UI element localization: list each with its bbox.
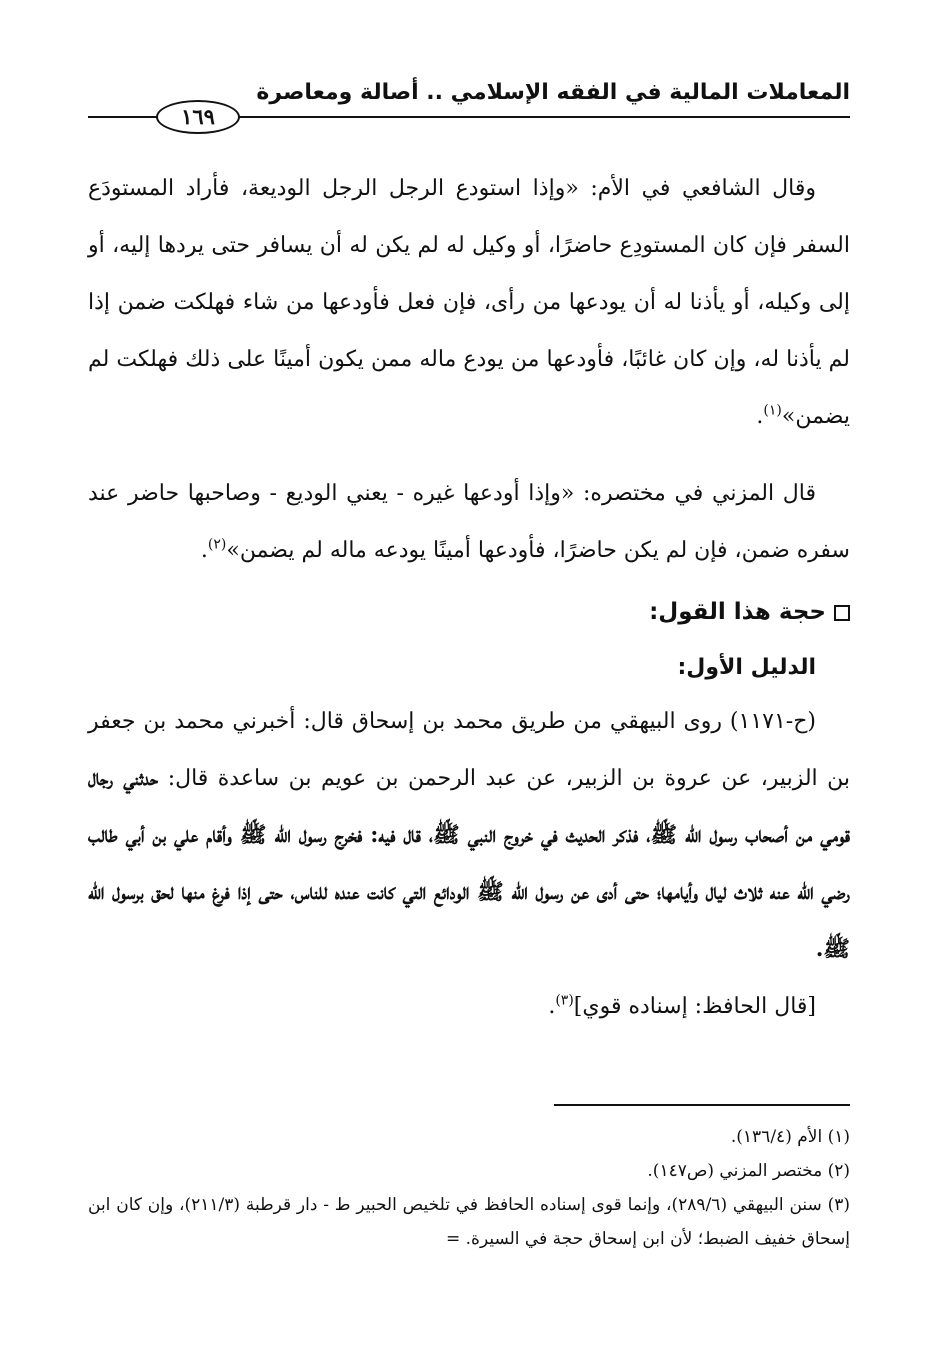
footnote-ref-2: (٢) bbox=[207, 536, 227, 553]
footnote-ref-3: (٣) bbox=[555, 992, 574, 1009]
hadith-grading-text: [قال الحافظ: إسناده قوي] bbox=[573, 994, 816, 1019]
muzani-quote-text: قال المزني في مختصره: «وإذا أودعها غيره - يعني الوديع - وصاحبها حاضر عند سفره ضمن، فإن لم يكن حاضرًا، فأودعها أمينًا يودعه ماله لم يضمن» bbox=[88, 481, 850, 563]
square-bullet-icon bbox=[834, 605, 850, 621]
footnote-2: (٢) مختصر المزني (ص١٤٧). bbox=[647, 1161, 850, 1181]
hadith-chain: (ح-١١٧١) روى البيهقي من طريق محمد بن إسحاق قال: أخبرني محمد بن جعفر بن الزبير، عن عروة بن الزبير، عن عبد الرحمن بن عويم بن ساعدة قال: bbox=[88, 709, 850, 791]
footnote-1: (١) الأم (١٣٦/٤). bbox=[730, 1127, 850, 1147]
footnotes bbox=[88, 1120, 850, 1256]
section-heading-text: حجة هذا القول: bbox=[649, 599, 826, 625]
running-header bbox=[88, 78, 850, 138]
hadith-text: حدثني رجال قومي من أصحاب رسول الله ﷺ، فذكر الحديث في خروج النبي ﷺ، قال فيه: فخرج رسول الله ﷺ وأقام علي بن أبي طالب رضي الله عنه ثلاث ليال وأيامها؛ حتى أدى عن رسول الله ﷺ الودائع التي كانت عنده للناس، حتى إذا فرغ منها لحق برسول الله ﷺ. bbox=[88, 765, 850, 962]
book-title: المعاملات المالية في الفقه الإسلامي .. أصالة ومعاصرة bbox=[256, 80, 850, 105]
muzani-quote-paragraph: قال المزني في مختصره: «وإذا أودعها غيره - يعني الوديع - وصاحبها حاضر عند سفره ضمن، فإن لم يكن حاضرًا، فأودعها أمينًا يودعه ماله لم يضمن»$^{(٢)}$. bbox=[88, 481, 850, 563]
page-number: ١٦٩ bbox=[156, 100, 240, 134]
shafii-quote-paragraph: وقال الشافعي في الأم: «وإذا استودع الرجل الرجل الوديعة، فأراد المستودَع السفر فإن كان المستودِع حاضرًا، أو وكيل له لم يكن له أن يسافر حتى يردها إليه، أو إلى وكيله، أو يأذنا له أن يودعها من رأى، فإن فعل فأودعها من شاء فهلكت ضمن إذا لم يأذنا له، وإن كان غائبًا، فأودعها من يودع ماله ممن يكون أمينًا على ذلك فهلكت لم يضمن»$^{(١)}$. bbox=[88, 176, 850, 429]
footnote-3: (٣) سنن البيهقي (٢٨٩/٦)، وإنما قوى إسناده الحافظ في تلخيص الحبير ط - دار قرطبة (٢١١/٣)، وإن كان ابن إسحاق خفيف الضبط؛ لأن ابن إسحاق حجة في السيرة. = bbox=[88, 1195, 850, 1249]
hadith-grading: [قال الحافظ: إسناده قوي]$^{(٣)}$. bbox=[548, 992, 816, 1019]
footnote-separator bbox=[554, 1104, 850, 1106]
subsection-heading: الدليل الأول: bbox=[677, 655, 816, 680]
footnote-ref-1: (١) bbox=[763, 402, 782, 419]
section-heading bbox=[88, 587, 850, 637]
hadith-paragraph bbox=[88, 693, 850, 978]
main-text bbox=[88, 160, 850, 1035]
shafii-quote-text: وقال الشافعي في الأم: «وإذا استودع الرجل الرجل الوديعة، فأراد المستودَع السفر فإن كان المستودِع حاضرًا، أو وكيل له لم يكن له أن يسافر حتى يردها إليه، أو إلى وكيله، أو يأذنا له أن يودعها من رأى، فإن فعل فأودعها من شاء فهلكت ضمن إذا لم يأذنا له، وإن كان غائبًا، فأودعها من يودع ماله ممن يكون أمينًا على ذلك فهلكت لم يضمن» bbox=[88, 176, 850, 429]
